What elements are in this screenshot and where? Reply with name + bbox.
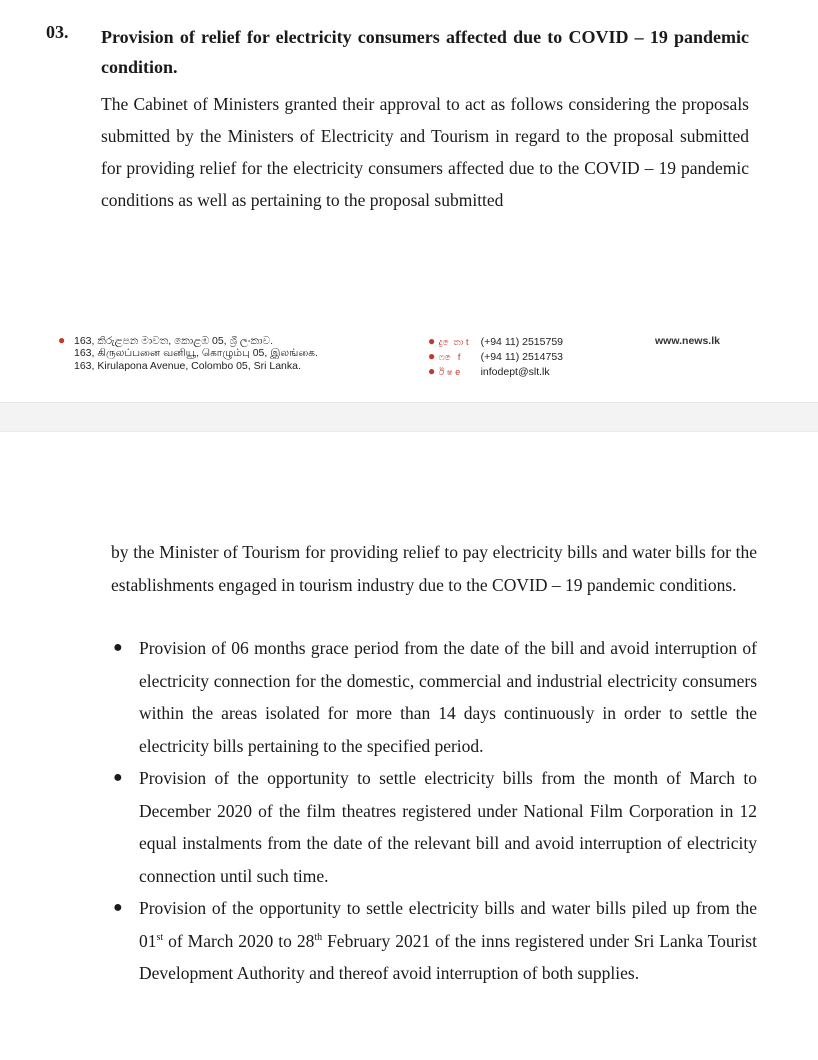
- list-item-text: Provision of 06 months grace period from the date of the bill and avoid interruption of electricity connection for the domestic, commercial and industrial electricity consumers within the areas isolated for more than 14 days continuously in order to settle the electricity bills pertaining to the specified period.: [139, 638, 757, 756]
- ordinal-suffix: st: [156, 931, 164, 943]
- phone-label: දු ෙතා t: [438, 337, 469, 347]
- email-address[interactable]: infodept@slt.lk: [480, 366, 550, 378]
- footer-address: [58, 334, 318, 373]
- continuation-text: by the Minister of Tourism for providing relief to pay electricity bills and water bills for the establishments engaged in tourism industry due to the COVID – 19 pandemic conditions.: [111, 542, 757, 595]
- bullet-icon: ●: [428, 364, 439, 378]
- bullet-icon: ●: [58, 333, 66, 347]
- relief-measures-list: [111, 632, 757, 990]
- bullet-icon: ●: [428, 349, 439, 363]
- address-sinhala: 163, කිරුළපන මාවත, කොළඹ 05, ශ්‍රී ලංකාව.: [74, 335, 274, 347]
- list-item-text: [139, 898, 757, 983]
- page-footer: [0, 334, 818, 384]
- email-label: ඊ ෂ e: [438, 367, 461, 377]
- address-english: 163, Kirulapona Avenue, Colombo 05, Sri Lanka.: [74, 360, 301, 372]
- item-number: 03.: [46, 22, 69, 42]
- bullet-icon: ●: [113, 899, 123, 916]
- page-separator: [0, 402, 818, 432]
- list-item: [111, 892, 757, 990]
- ordinal-suffix: th: [314, 931, 323, 943]
- document-page-1: [0, 0, 818, 402]
- text-segment: of March 2020 to 28: [163, 930, 315, 951]
- list-item: [111, 762, 757, 892]
- fax-label: ෆ ෙ f: [438, 352, 461, 362]
- bullet-icon: ●: [113, 639, 123, 656]
- bullet-icon: ●: [113, 769, 123, 786]
- phone-number: (+94 11) 2515759: [480, 336, 564, 348]
- fax-number: (+94 11) 2514753: [480, 351, 564, 363]
- document-page-2: [0, 432, 818, 1060]
- text-segment: Provision of the opportunity to settle electricity bills and water bills piled up from the 01: [139, 898, 757, 951]
- list-item: [111, 632, 757, 762]
- text-segment: February 2021 of the inns registered under Sri Lanka Tourist Development Authority and thereof avoid interruption of both supplies.: [139, 930, 757, 983]
- list-item-text: Provision of the opportunity to settle electricity bills from the month of March to December 2020 of the film theatres registered under National Film Corporation in 12 equal instalments from the date of the relevant bill and avoid interruption of electricity connection until such time.: [139, 768, 757, 886]
- decision-body-text: The Cabinet of Ministers granted their approval to act as follows considering the proposals submitted by the Ministers of Electricity and Tourism in regard to the proposal submitted for providing relief for the electricity consumers affected due to the COVID – 19 pandemic conditions as well as pertaining to the proposal submitted: [101, 94, 749, 210]
- item-title: Provision of relief for electricity consumers affected due to COVID – 19 pandemic condition.: [101, 27, 749, 77]
- address-tamil: 163, கிருலப்பனை வனியூ, கொழும்பு 05, இலங்கை.: [74, 347, 318, 359]
- footer-contact: [428, 334, 563, 379]
- bullet-icon: ●: [428, 334, 439, 348]
- website-link[interactable]: www.news.lk: [655, 335, 720, 347]
